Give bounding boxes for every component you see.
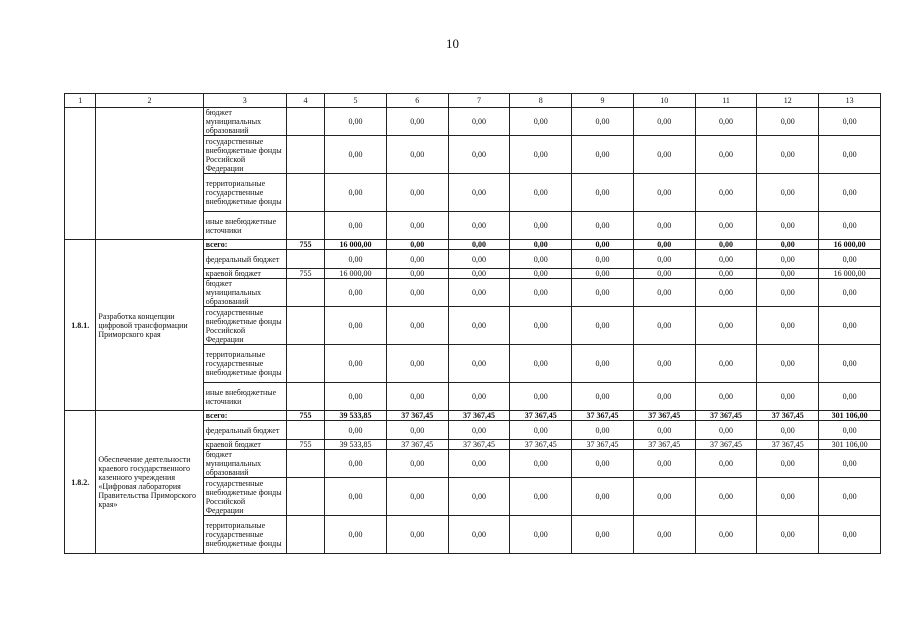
amount-cell: 0,00: [572, 383, 634, 411]
funding-source-cell: федеральный бюджет: [203, 250, 286, 269]
header-cell: 12: [757, 94, 819, 108]
header-cell: 3: [203, 94, 286, 108]
amount-cell: 0,00: [572, 136, 634, 174]
continuation-name-cell: [96, 108, 203, 240]
amount-cell: 0,00: [325, 108, 387, 136]
amount-cell: 0,00: [695, 269, 757, 279]
amount-cell: 0,00: [325, 212, 387, 240]
page-number: 10: [446, 36, 459, 51]
amount-cell: 0,00: [386, 212, 448, 240]
amount-cell: 0,00: [386, 307, 448, 345]
amount-cell: 0,00: [325, 250, 387, 269]
amount-cell: 0,00: [510, 421, 572, 440]
amount-cell: 0,00: [386, 345, 448, 383]
amount-cell: 0,00: [325, 136, 387, 174]
amount-cell: 0,00: [572, 345, 634, 383]
amount-cell: 16 000,00: [325, 240, 387, 250]
amount-cell: 0,00: [572, 516, 634, 554]
amount-cell: 39 533,85: [325, 440, 387, 450]
amount-cell: 0,00: [819, 279, 881, 307]
amount-cell: 16 000,00: [819, 269, 881, 279]
amount-cell: 0,00: [695, 450, 757, 478]
amount-cell: 0,00: [325, 450, 387, 478]
amount-cell: 0,00: [325, 174, 387, 212]
budget-code-cell: [286, 307, 324, 345]
funding-source-cell: территориальные государственные внебюджетные фонды: [203, 516, 286, 554]
header-cell: 1: [65, 94, 96, 108]
amount-cell: 0,00: [633, 250, 695, 269]
amount-cell: 0,00: [633, 269, 695, 279]
amount-cell: 0,00: [510, 450, 572, 478]
amount-cell: 0,00: [448, 450, 510, 478]
amount-cell: 0,00: [757, 450, 819, 478]
amount-cell: 0,00: [633, 478, 695, 516]
activity-name-cell: Обеспечение деятельности краевого государственного казенного учреждения «Цифровая лаборатория Правительства Приморского края»: [96, 411, 203, 554]
amount-cell: 0,00: [448, 478, 510, 516]
funding-source-cell: всего:: [203, 411, 286, 421]
amount-cell: 301 106,00: [819, 440, 881, 450]
amount-cell: 0,00: [448, 516, 510, 554]
amount-cell: 37 367,45: [386, 440, 448, 450]
table-row: [65, 411, 881, 421]
activity-index-cell: 1.8.1.: [65, 240, 96, 411]
amount-cell: 0,00: [510, 383, 572, 411]
amount-cell: 37 367,45: [510, 411, 572, 421]
amount-cell: 0,00: [819, 383, 881, 411]
amount-cell: 0,00: [633, 450, 695, 478]
amount-cell: 0,00: [819, 136, 881, 174]
funding-source-cell: всего:: [203, 240, 286, 250]
activity-index-cell: 1.8.2.: [65, 411, 96, 554]
amount-cell: 0,00: [448, 345, 510, 383]
amount-cell: 0,00: [448, 269, 510, 279]
amount-cell: 0,00: [510, 212, 572, 240]
amount-cell: 0,00: [757, 307, 819, 345]
amount-cell: 0,00: [572, 174, 634, 212]
budget-code-cell: [286, 478, 324, 516]
amount-cell: 0,00: [757, 516, 819, 554]
amount-cell: 0,00: [819, 212, 881, 240]
amount-cell: 0,00: [757, 108, 819, 136]
amount-cell: 0,00: [633, 240, 695, 250]
funding-source-cell: федеральный бюджет: [203, 421, 286, 440]
budget-code-cell: [286, 279, 324, 307]
budget-table: [64, 93, 881, 554]
amount-cell: 0,00: [819, 421, 881, 440]
amount-cell: 0,00: [572, 279, 634, 307]
budget-code-cell: [286, 250, 324, 269]
budget-code-cell: [286, 108, 324, 136]
amount-cell: 0,00: [633, 279, 695, 307]
amount-cell: 0,00: [695, 307, 757, 345]
amount-cell: 37 367,45: [448, 411, 510, 421]
table-body: [65, 94, 881, 554]
amount-cell: 0,00: [325, 279, 387, 307]
header-cell: 6: [386, 94, 448, 108]
amount-cell: 0,00: [448, 250, 510, 269]
amount-cell: 0,00: [572, 269, 634, 279]
amount-cell: 0,00: [819, 307, 881, 345]
amount-cell: 0,00: [757, 421, 819, 440]
amount-cell: 0,00: [325, 516, 387, 554]
amount-cell: 37 367,45: [633, 411, 695, 421]
budget-code-cell: [286, 174, 324, 212]
amount-cell: 37 367,45: [448, 440, 510, 450]
amount-cell: 0,00: [633, 307, 695, 345]
amount-cell: 0,00: [386, 250, 448, 269]
budget-code-cell: 755: [286, 240, 324, 250]
amount-cell: 0,00: [695, 421, 757, 440]
amount-cell: 37 367,45: [572, 411, 634, 421]
header-cell: 4: [286, 94, 324, 108]
amount-cell: 0,00: [572, 307, 634, 345]
header-cell: 5: [325, 94, 387, 108]
funding-source-cell: краевой бюджет: [203, 269, 286, 279]
amount-cell: 0,00: [325, 478, 387, 516]
amount-cell: 0,00: [695, 250, 757, 269]
amount-cell: 0,00: [510, 345, 572, 383]
amount-cell: 0,00: [510, 240, 572, 250]
amount-cell: 0,00: [695, 279, 757, 307]
amount-cell: 0,00: [448, 421, 510, 440]
amount-cell: 0,00: [633, 421, 695, 440]
amount-cell: 0,00: [572, 212, 634, 240]
funding-source-cell: территориальные государственные внебюджетные фонды: [203, 345, 286, 383]
amount-cell: 16 000,00: [325, 269, 387, 279]
amount-cell: 0,00: [819, 108, 881, 136]
amount-cell: 0,00: [633, 516, 695, 554]
amount-cell: 0,00: [695, 478, 757, 516]
amount-cell: 37 367,45: [757, 440, 819, 450]
amount-cell: 0,00: [633, 345, 695, 383]
amount-cell: 0,00: [819, 345, 881, 383]
header-cell: 13: [819, 94, 881, 108]
amount-cell: 0,00: [633, 174, 695, 212]
amount-cell: 37 367,45: [695, 440, 757, 450]
amount-cell: 0,00: [819, 516, 881, 554]
amount-cell: 0,00: [386, 478, 448, 516]
amount-cell: 0,00: [572, 250, 634, 269]
budget-code-cell: [286, 421, 324, 440]
header-cell: 11: [695, 94, 757, 108]
funding-source-cell: бюджет муниципальных образований: [203, 279, 286, 307]
amount-cell: 37 367,45: [572, 440, 634, 450]
funding-source-cell: иные внебюджетные источники: [203, 383, 286, 411]
amount-cell: 0,00: [325, 421, 387, 440]
funding-source-cell: территориальные государственные внебюджетные фонды: [203, 174, 286, 212]
amount-cell: 0,00: [633, 108, 695, 136]
amount-cell: 0,00: [325, 345, 387, 383]
amount-cell: 0,00: [633, 212, 695, 240]
amount-cell: 0,00: [510, 516, 572, 554]
amount-cell: 37 367,45: [386, 411, 448, 421]
amount-cell: 0,00: [448, 307, 510, 345]
amount-cell: 0,00: [386, 450, 448, 478]
budget-code-cell: 755: [286, 269, 324, 279]
table-row: [65, 240, 881, 250]
funding-source-cell: бюджет муниципальных образований: [203, 108, 286, 136]
amount-cell: 0,00: [386, 421, 448, 440]
amount-cell: 0,00: [757, 478, 819, 516]
amount-cell: 16 000,00: [819, 240, 881, 250]
amount-cell: 0,00: [572, 421, 634, 440]
amount-cell: 39 533,85: [325, 411, 387, 421]
amount-cell: 0,00: [325, 307, 387, 345]
budget-code-cell: [286, 136, 324, 174]
budget-code-cell: [286, 383, 324, 411]
amount-cell: 0,00: [448, 108, 510, 136]
amount-cell: 0,00: [448, 136, 510, 174]
amount-cell: 0,00: [695, 108, 757, 136]
amount-cell: 0,00: [572, 450, 634, 478]
budget-code-cell: 755: [286, 440, 324, 450]
amount-cell: 0,00: [633, 383, 695, 411]
continuation-index-cell: [65, 108, 96, 240]
amount-cell: 0,00: [572, 478, 634, 516]
amount-cell: 0,00: [757, 136, 819, 174]
amount-cell: 0,00: [695, 516, 757, 554]
amount-cell: 0,00: [448, 240, 510, 250]
funding-source-cell: бюджет муниципальных образований: [203, 450, 286, 478]
amount-cell: 0,00: [695, 383, 757, 411]
amount-cell: 0,00: [510, 269, 572, 279]
funding-source-cell: государственные внебюджетные фонды Российской Федерации: [203, 307, 286, 345]
funding-source-cell: иные внебюджетные источники: [203, 212, 286, 240]
amount-cell: 0,00: [386, 269, 448, 279]
amount-cell: 0,00: [448, 212, 510, 240]
amount-cell: 0,00: [386, 383, 448, 411]
header-cell: 10: [633, 94, 695, 108]
amount-cell: 0,00: [510, 478, 572, 516]
header-cell: 9: [572, 94, 634, 108]
budget-code-cell: [286, 516, 324, 554]
amount-cell: 301 106,00: [819, 411, 881, 421]
header-row: [65, 94, 881, 108]
amount-cell: 0,00: [757, 240, 819, 250]
amount-cell: 37 367,45: [695, 411, 757, 421]
amount-cell: 0,00: [448, 383, 510, 411]
amount-cell: 0,00: [757, 345, 819, 383]
amount-cell: 0,00: [510, 279, 572, 307]
amount-cell: 37 367,45: [633, 440, 695, 450]
amount-cell: 0,00: [757, 383, 819, 411]
amount-cell: 0,00: [386, 279, 448, 307]
amount-cell: 0,00: [695, 212, 757, 240]
amount-cell: 0,00: [448, 279, 510, 307]
amount-cell: 0,00: [695, 345, 757, 383]
amount-cell: 0,00: [510, 108, 572, 136]
amount-cell: 0,00: [695, 136, 757, 174]
budget-code-cell: [286, 450, 324, 478]
budget-code-cell: [286, 345, 324, 383]
amount-cell: 0,00: [386, 174, 448, 212]
amount-cell: 0,00: [819, 450, 881, 478]
header-cell: 2: [96, 94, 203, 108]
amount-cell: 0,00: [386, 516, 448, 554]
amount-cell: 37 367,45: [757, 411, 819, 421]
amount-cell: 0,00: [819, 250, 881, 269]
amount-cell: 0,00: [510, 307, 572, 345]
amount-cell: 0,00: [633, 136, 695, 174]
amount-cell: 0,00: [386, 240, 448, 250]
amount-cell: 0,00: [757, 212, 819, 240]
amount-cell: 0,00: [325, 383, 387, 411]
table-row: [65, 108, 881, 136]
amount-cell: 0,00: [757, 279, 819, 307]
amount-cell: 0,00: [510, 174, 572, 212]
activity-name-cell: Разработка концепции цифровой трансформации Приморского края: [96, 240, 203, 411]
amount-cell: 0,00: [757, 250, 819, 269]
header-cell: 8: [510, 94, 572, 108]
funding-source-cell: краевой бюджет: [203, 440, 286, 450]
amount-cell: 0,00: [572, 240, 634, 250]
amount-cell: 37 367,45: [510, 440, 572, 450]
budget-code-cell: [286, 212, 324, 240]
funding-source-cell: государственные внебюджетные фонды Российской Федерации: [203, 478, 286, 516]
amount-cell: 0,00: [510, 250, 572, 269]
amount-cell: 0,00: [572, 108, 634, 136]
amount-cell: 0,00: [386, 108, 448, 136]
amount-cell: 0,00: [757, 174, 819, 212]
amount-cell: 0,00: [757, 269, 819, 279]
funding-source-cell: государственные внебюджетные фонды Российской Федерации: [203, 136, 286, 174]
amount-cell: 0,00: [448, 174, 510, 212]
amount-cell: 0,00: [819, 478, 881, 516]
amount-cell: 0,00: [695, 240, 757, 250]
amount-cell: 0,00: [695, 174, 757, 212]
amount-cell: 0,00: [819, 174, 881, 212]
budget-code-cell: 755: [286, 411, 324, 421]
header-cell: 7: [448, 94, 510, 108]
amount-cell: 0,00: [386, 136, 448, 174]
amount-cell: 0,00: [510, 136, 572, 174]
